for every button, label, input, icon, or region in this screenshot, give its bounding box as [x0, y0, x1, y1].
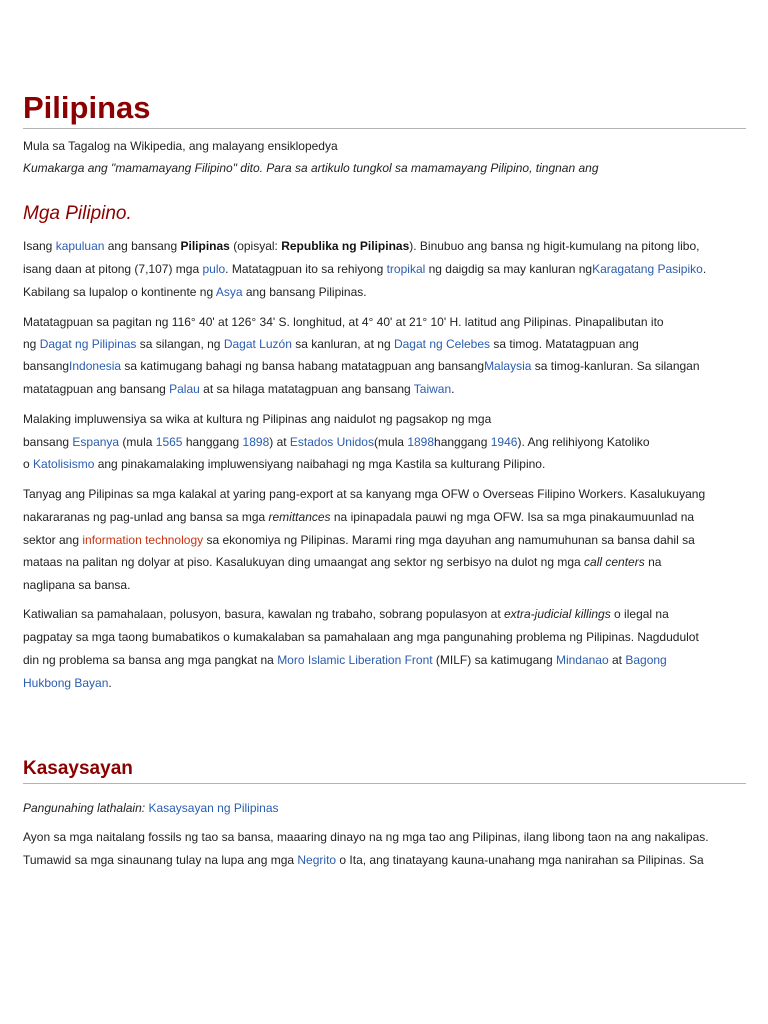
text: matatagpuan ang bansang	[23, 382, 170, 396]
bold-pilipinas: Pilipinas	[180, 239, 230, 253]
bold-republika: Republika ng Pilipinas	[281, 239, 410, 253]
link-negrito[interactable]: Negrito	[297, 853, 337, 867]
link-dagat-ng-celebes[interactable]: Dagat ng Celebes	[393, 337, 491, 351]
text: din ng problema sa bansa ang mga pangkat na	[23, 653, 278, 667]
link-bagong[interactable]: Bagong	[625, 653, 667, 667]
section-heading-kasaysayan: Kasaysayan	[23, 758, 133, 779]
text: ng	[23, 337, 40, 351]
paragraph-2-line-2	[23, 336, 639, 352]
paragraph-4-line-3	[23, 532, 695, 548]
text: ang bansang	[104, 239, 181, 253]
text: o	[23, 457, 34, 471]
paragraph-3-line-1: Malaking impluwensiya sa wika at kultura ng Pilipinas ang naidulot ng pagsakop ng mga	[23, 412, 492, 426]
text: sa silangan, ng	[136, 337, 224, 351]
hatnote: Kumakarga ang "mamamayang Filipino" dito. Para sa artikulo tungkol sa mamamayang Pilipino, tingnan ang	[23, 161, 599, 175]
text: o ilegal na	[610, 607, 669, 621]
text: (mula	[373, 435, 408, 449]
text: ng daigdig sa may kanluran ng	[425, 262, 593, 276]
paragraph-2-line-3	[23, 358, 700, 374]
text: isang daan at pitong (7,107) mga	[23, 262, 203, 276]
link-asya[interactable]: Asya	[215, 285, 243, 299]
text: .	[451, 382, 455, 396]
paragraph-3-line-3	[23, 456, 545, 472]
text: o Ita, ang tinatayang kauna-unahang mga nanirahan sa Pilipinas. Sa	[336, 853, 704, 867]
text: sa kanluran, at ng	[291, 337, 394, 351]
paragraph-5-line-1	[23, 606, 669, 622]
paragraph-4-line-2	[23, 509, 694, 525]
text: Isang	[23, 239, 56, 253]
text: ang pinakamalaking impluwensiyang naibahagi ng mga Kastila sa kulturang Pilipino.	[94, 457, 546, 471]
link-mindanao[interactable]: Mindanao	[555, 653, 609, 667]
link-espanya[interactable]: Espanya	[72, 435, 120, 449]
text: ). Ang relihiyong Katoliko	[517, 435, 650, 449]
paragraph-2-line-1: Matatagpuan sa pagitan ng 116° 40' at 126° 34' S. longhitud, at 4° 40' at 21° 10' H. latitud ang Pilipinas. Pinapalibutan ito	[23, 315, 664, 329]
text: .	[702, 262, 707, 276]
link-1898[interactable]: 1898	[242, 435, 270, 449]
link-dagat-ng-pilipinas[interactable]: Dagat ng Pilipinas	[39, 337, 137, 351]
paragraph-4-line-1: Tanyag ang Pilipinas sa mga kalakal at yaring pang-export at sa kanyang mga OFW o Overseas Filipino Workers. Kasalukuyang	[23, 487, 706, 501]
link-karagatang-pasipiko[interactable]: Karagatang Pasipiko	[592, 262, 703, 276]
text: (MILF) sa katimugang	[432, 653, 556, 667]
text: .	[108, 676, 112, 690]
paragraph-5-line-4	[23, 675, 112, 691]
text: bansang	[23, 359, 70, 373]
title-divider	[23, 128, 746, 129]
text: Kabilang sa lupalop o kontinente ng	[23, 285, 216, 299]
section-divider	[23, 783, 746, 784]
text: at sa hilaga matatagpuan ang bansang	[199, 382, 414, 396]
link-kapuluan[interactable]: kapuluan	[55, 239, 105, 253]
text: nakararanas ng pag-unlad ang bansa sa mga	[23, 510, 269, 524]
paragraph-4-line-5: naglipana sa bansa.	[23, 578, 131, 592]
link-information-technology[interactable]: information technology	[82, 533, 204, 547]
main-article-note	[23, 800, 279, 816]
link-taiwan[interactable]: Taiwan	[413, 382, 452, 396]
text: . Matatagpuan ito sa rehiyong	[225, 262, 387, 276]
text: ). Binubuo ang bansa ng higit-kumulang na pitong libo,	[409, 239, 700, 253]
text: na ipinapadala pauwi ng mga OFW. Isa sa mga pinakaumuunlad na	[330, 510, 695, 524]
paragraph-1-line-2	[23, 261, 706, 277]
link-hukbong-bayan[interactable]: Hukbong Bayan	[23, 676, 109, 690]
text: sa ekonomiya ng Pilipinas. Marami ring mga dayuhan ang namumuhunan sa bansa dahil sa	[203, 533, 695, 547]
hatnote-link-mga-pilipino[interactable]: Mga Pilipino.	[23, 203, 132, 224]
link-malaysia[interactable]: Malaysia	[484, 359, 532, 373]
link-1946[interactable]: 1946	[490, 435, 518, 449]
text: hanggang	[434, 435, 491, 449]
kasaysayan-line-2	[23, 852, 704, 868]
text: Katiwalian sa pamahalaan, polusyon, basura, kawalan ng trabaho, sobrang populasyon at	[23, 607, 504, 621]
paragraph-3-line-2	[23, 434, 650, 450]
text: mataas na palitan ng dolyar at piso. Kasalukuyan ding umaangat ang sektor ng serbisyo na dulot ng mga	[23, 555, 585, 569]
link-milf[interactable]: Moro Islamic Liberation Front	[277, 653, 433, 667]
text: sa timog. Matatagpuan ang	[490, 337, 639, 351]
text: sa katimugang bahagi ng bansa habang matatagpuan ang bansang	[121, 359, 485, 373]
link-dagat-luzon[interactable]: Dagat Luzón	[223, 337, 292, 351]
text: sa timog-kanluran. Sa silangan	[531, 359, 700, 373]
text: Pangunahing lathalain:	[23, 801, 149, 815]
text: (mula	[119, 435, 156, 449]
link-katolisismo[interactable]: Katolisismo	[33, 457, 95, 471]
text: Tumawid sa mga sinaunang tulay na lupa ang mga	[23, 853, 298, 867]
paragraph-5-line-3	[23, 652, 667, 668]
link-kasaysayan-ng-pilipinas[interactable]: Kasaysayan ng Pilipinas	[148, 801, 279, 815]
text: (opisyal:	[229, 239, 282, 253]
text: sektor ang	[23, 533, 83, 547]
paragraph-5-line-2: pagpatay sa mga taong bumabatikos o kumakalaban sa pamahalaan ang mga pangunahing problema ng Pilipinas. Nagdudulot	[23, 630, 699, 644]
text: ang bansang Pilipinas.	[242, 285, 367, 299]
paragraph-4-line-4	[23, 554, 661, 570]
link-palau[interactable]: Palau	[169, 382, 200, 396]
site-tagline: Mula sa Tagalog na Wikipedia, ang malayang ensiklopedya	[23, 139, 338, 153]
page-title: Pilipinas	[23, 90, 151, 125]
text: at	[608, 653, 626, 667]
text: na	[644, 555, 662, 569]
paragraph-2-line-4	[23, 381, 454, 397]
paragraph-1-line-3	[23, 284, 367, 300]
italic-extra-judicial-killings: extra-judicial killings	[504, 607, 611, 621]
link-1898-b[interactable]: 1898	[407, 435, 435, 449]
text: bansang	[23, 435, 73, 449]
link-indonesia[interactable]: Indonesia	[69, 359, 122, 373]
link-estados-unidos[interactable]: Estados Unidos	[289, 435, 374, 449]
link-tropikal[interactable]: tropikal	[386, 262, 426, 276]
text: hanggang	[182, 435, 243, 449]
kasaysayan-line-1: Ayon sa mga naitalang fossils ng tao sa bansa, maaaring dinayo na ng mga tao ang Pilipinas, ilang libong taon na ang nakalipas.	[23, 830, 709, 844]
text: ) at	[269, 435, 290, 449]
link-pulo[interactable]: pulo	[202, 262, 226, 276]
italic-remittances: remittances	[268, 510, 331, 524]
link-1565[interactable]: 1565	[155, 435, 183, 449]
paragraph-1-line-1	[23, 238, 699, 254]
italic-call-centers: call centers	[584, 555, 645, 569]
